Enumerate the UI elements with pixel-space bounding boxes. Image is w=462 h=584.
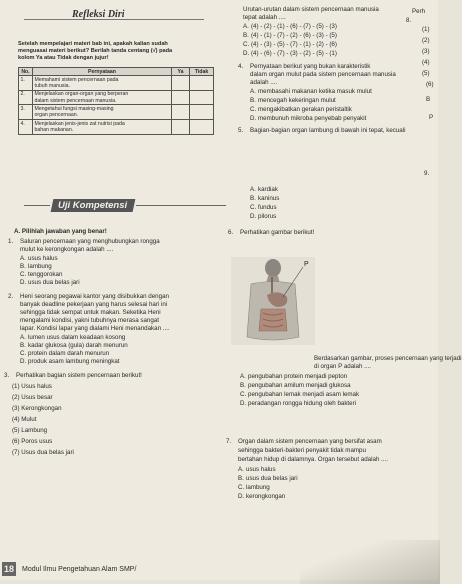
q7-option[interactable]: A. usus halus	[238, 466, 276, 473]
q3-item: (5) Lambung	[12, 427, 48, 434]
table-row	[19, 120, 214, 135]
q1-option[interactable]: C. tenggorokan	[20, 271, 63, 278]
q1-number: 1.	[8, 238, 14, 245]
row-no: 2.	[19, 90, 33, 105]
q5-option[interactable]: D. pilorus	[250, 213, 277, 220]
edge-item: (1)	[422, 26, 430, 33]
q3-option[interactable]: A. (4) - (2) - (1) - (6) - (7) - (5) - (3)	[243, 23, 337, 30]
q2-line: mengalami kondisi, yakni tubuhnya merasa sangat	[20, 317, 159, 324]
q5-option[interactable]: C. fundus	[250, 204, 277, 211]
q6-option[interactable]: A. pengubahan protein menjadi pepton	[240, 373, 348, 380]
q2-option[interactable]: A. lumen usus dalam keadaan kosong	[20, 334, 126, 341]
table-row	[19, 76, 214, 91]
row-statement: Memahami sistem pencernaan pada tubuh manusia.	[33, 76, 172, 91]
row-statement: Mengetahui fungsi masing-masing organ pencernaan.	[33, 105, 172, 120]
q3-item: (1) Usus halus	[12, 383, 52, 390]
q6-line-1: Perhatikan gambar berikut!	[240, 229, 315, 236]
q3-cont-line-2: tepat adalah ....	[243, 14, 286, 21]
edge-item: (3)	[422, 48, 430, 55]
q6-number: 6.	[228, 229, 234, 236]
checkbox-ya[interactable]	[172, 105, 190, 120]
q7-option[interactable]: D. kerongkongan	[238, 493, 286, 500]
q1-option[interactable]: D. usus dua belas jari	[20, 279, 80, 286]
q4-line-1: Pernyataan berikut yang bukan karakteristik	[250, 63, 371, 70]
q4-line-2: dalam organ mulut pada sistem pencernaan manusia	[250, 71, 396, 78]
checkbox-tidak[interactable]	[190, 120, 214, 135]
q3-item: (6) Poros usus	[12, 438, 53, 445]
refleksi-instruction-1: Setelah mempelajari materi bab ini, apakah kalian sudah	[18, 41, 168, 47]
q4-option[interactable]: C. mengakibatkan gerakan peristaltik	[250, 106, 352, 113]
table-row	[19, 105, 214, 120]
q2-line: lapar. Kondisi lapar yang dialami Heni menandakan ....	[20, 325, 170, 332]
uji-kompetensi-banner	[24, 199, 214, 213]
q3-option[interactable]: B. (4) - (1) - (7) - (2) - (6) - (3) - (5)	[243, 32, 337, 39]
q1-option[interactable]: B. lambung	[20, 263, 52, 270]
q3-item: (3) Kerongkongan	[12, 405, 62, 412]
header-pernyataan: Pernyataan	[33, 68, 172, 76]
header-ya: Ya	[172, 68, 190, 76]
edge-b: B	[426, 96, 431, 103]
q3-option[interactable]: C. (4) - (3) - (5) - (7) - (1) - (2) - (6)	[243, 41, 337, 48]
q3-number: 3.	[4, 372, 10, 379]
checkbox-tidak[interactable]	[190, 76, 214, 91]
q4-number: 4.	[238, 63, 244, 70]
table-row	[19, 90, 214, 105]
table-header-row	[19, 68, 214, 76]
q5-option[interactable]: B. kaninus	[250, 195, 280, 202]
q6-option[interactable]: B. pengubahan amilum menjadi glukosa	[240, 382, 351, 389]
q2-line: banyak deadline pekerjaan yang harus selesai hari ini	[20, 301, 168, 308]
q5-line-1: Bagian-bagian organ lambung di bawah ini tepat, kecuali	[250, 127, 406, 134]
edge-num-9: 9.	[424, 170, 430, 177]
checkbox-ya[interactable]	[172, 120, 190, 135]
header-tidak: Tidak	[190, 68, 214, 76]
refleksi-title: Refleksi Diri	[72, 9, 125, 20]
checkbox-ya[interactable]	[172, 90, 190, 105]
q1-line-2: mulut ke kerongkongan adalah ....	[20, 246, 114, 253]
q5-option[interactable]: A. kardiak	[250, 186, 278, 193]
q2-line: sehingga tidak sempat untuk makan. Seketika Heni	[20, 309, 161, 316]
q6-after-2: di organ P adalah ....	[314, 363, 371, 370]
q3-item: (2) Usus besar	[12, 394, 53, 401]
q2-number: 2.	[8, 293, 14, 300]
row-no: 1.	[19, 76, 33, 91]
row-statement: Menjelaskan jenis-jenis zat nutrisi pada bahan makanan.	[33, 120, 172, 135]
q7-option[interactable]: C. lambung	[238, 484, 270, 491]
edge-p: P	[429, 114, 434, 121]
q2-line: Heni seorang pegawai kantor yang disibukkan dengan	[20, 293, 169, 300]
uji-kompetensi-title: Uji Kompetensi	[58, 200, 128, 211]
q1-option[interactable]: A. usus halus	[20, 255, 58, 262]
q1-line-1: Saluran pencernaan yang menghubungkan rongga	[20, 238, 160, 245]
q3-cont-line-1: Urutan-urutan dalam sistem pencernaan manusia	[243, 6, 379, 13]
edge-num-8: 8.	[406, 17, 412, 24]
section-heading: A. Pilihlah jawaban yang benar!	[14, 228, 107, 235]
q7-option[interactable]: B. usus dua belas jari	[238, 475, 298, 482]
q2-option[interactable]: C. protein dalam darah menurun	[20, 350, 110, 357]
q6-option[interactable]: D. peradangan rongga hidung oleh bakteri	[240, 400, 357, 407]
refleksi-table	[18, 67, 214, 135]
page-number: 18	[3, 564, 14, 574]
digestive-system-figure	[231, 257, 315, 345]
checkbox-ya[interactable]	[172, 76, 190, 91]
row-statement: Menjelaskan organ-organ yang berperan dalam sistem pencernaan manusia.	[33, 90, 172, 105]
q2-option[interactable]: B. kadar glukosa (gula) darah menurun	[20, 342, 128, 349]
q4-option[interactable]: A. membasahi makanan ketika masuk mulut	[250, 88, 372, 95]
q6-option[interactable]: C. pengubahan lemak menjadi asam lemak	[240, 391, 360, 398]
figure-label-p: P	[304, 261, 309, 268]
q6-after-1: Berdasarkan gambar, proses pencernaan yang terjadi	[314, 355, 462, 362]
q3-option[interactable]: D. (4) - (6) - (7) - (3) - (2) - (5) - (1)	[243, 50, 337, 57]
q7-number: 7.	[226, 438, 232, 445]
footer-title: Modul Ilmu Pengetahuan Alam SMP/	[22, 566, 137, 573]
checkbox-tidak[interactable]	[190, 105, 214, 120]
checkbox-tidak[interactable]	[190, 90, 214, 105]
refleksi-banner	[24, 9, 204, 21]
q4-line-3: adalah ....	[250, 79, 278, 86]
q4-option[interactable]: D. membunuh mikroba penyebab penyakit	[250, 115, 367, 122]
q4-option[interactable]: B. mencegah kekeringan mulut	[250, 97, 336, 104]
q2-option[interactable]: D. produk asam lambung meningkat	[20, 358, 120, 365]
refleksi-instruction-3: kolom Ya atau Tidak dengan jujur!	[18, 55, 109, 61]
row-no: 3.	[19, 105, 33, 120]
header-no: No.	[19, 68, 33, 76]
edge-item: (2)	[422, 37, 430, 44]
edge-perh: Perh	[412, 8, 426, 15]
q7-line-3: bertahan hidup di dalamnya. Organ tersebut adalah ....	[238, 456, 388, 463]
edge-item: (6)	[426, 81, 434, 88]
edge-item: (4)	[422, 59, 430, 66]
page-shadow	[300, 540, 440, 584]
q7-line-2: sehingga bakteri-bakteri penyakit tidak mampu	[238, 447, 366, 454]
q3-line-1: Perhatikan bagian sistem pencernaan berikut!	[16, 372, 142, 379]
q3-item: (4) Mulut	[12, 416, 37, 423]
q5-number: 5.	[238, 127, 244, 134]
q7-line-1: Organ dalam sistem pencernaan yang bersifat asam	[238, 438, 382, 445]
edge-item: (5)	[422, 70, 430, 77]
refleksi-instruction-2: menguasai materi berikut? Berilah tanda centang (√) pada	[18, 48, 173, 54]
row-no: 4.	[19, 120, 33, 135]
q3-item: (7) Usus dua belas jari	[12, 449, 74, 456]
